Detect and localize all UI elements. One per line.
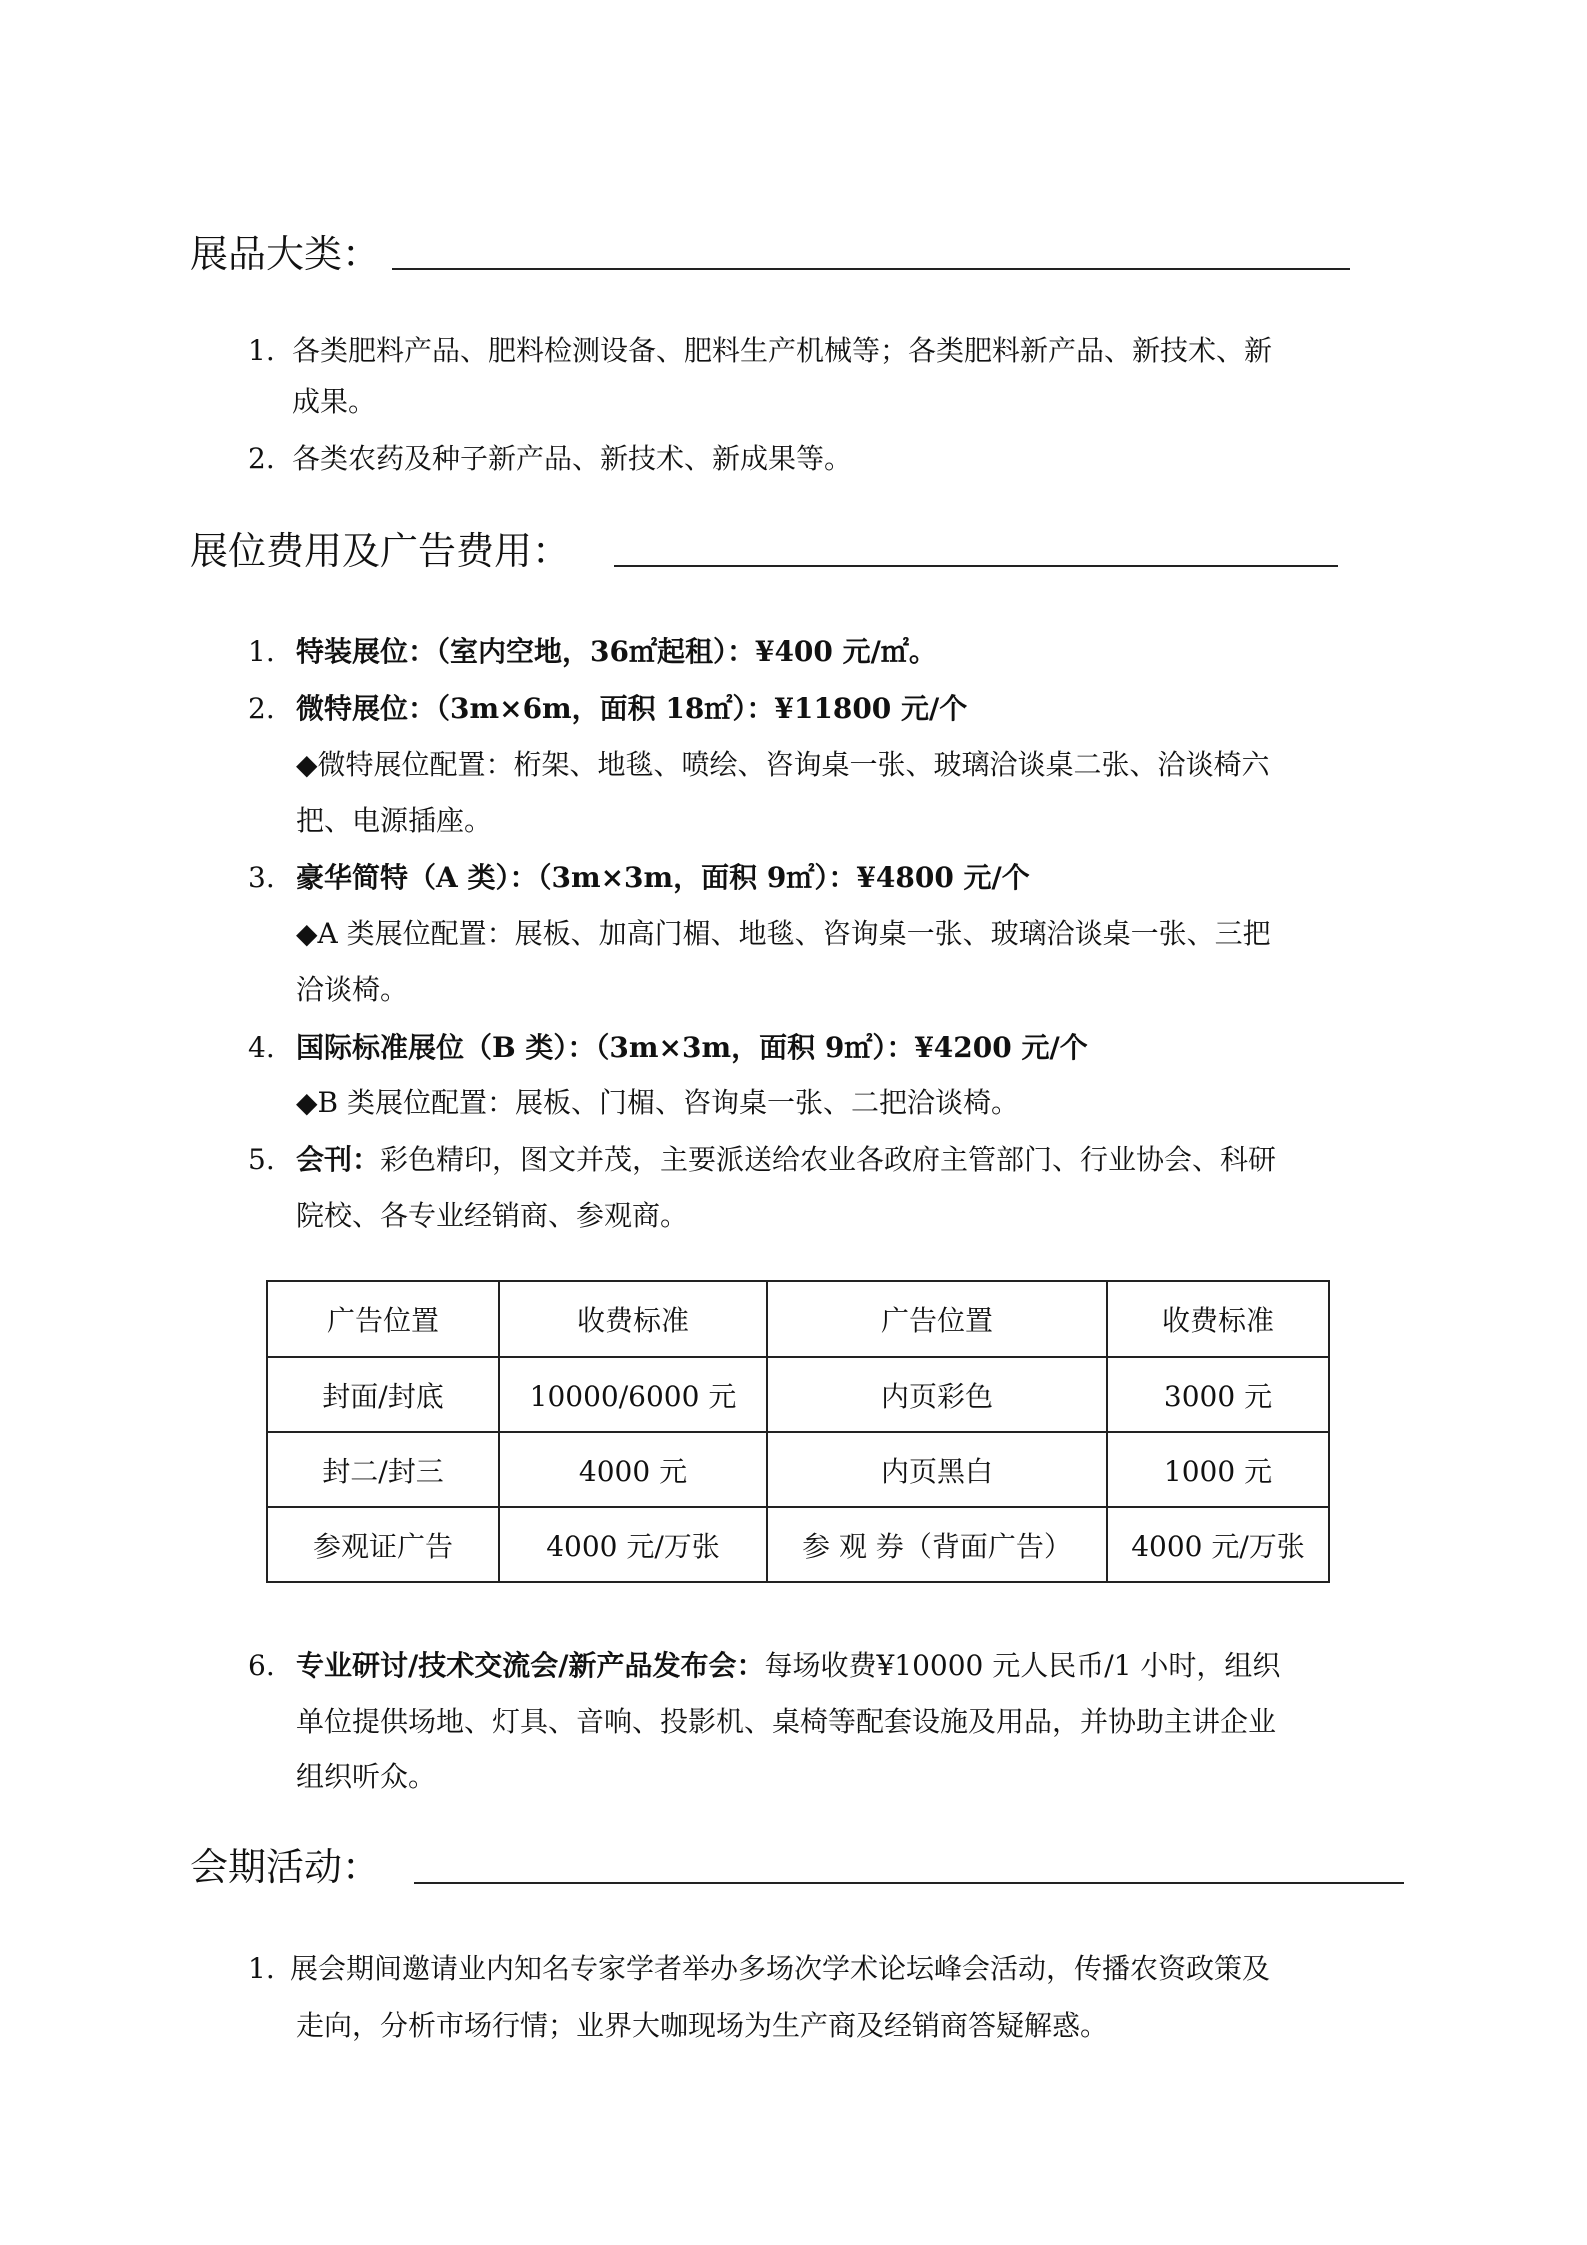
list-number: 6. (248, 1649, 275, 1682)
fee-luxury-booth: 豪华简特（A 类）：（3m×3m，面积 9㎡）：¥4800 元/个 (296, 861, 1030, 894)
table-row (267, 1281, 1329, 1357)
table-cell: 收费标准 (1107, 1281, 1329, 1357)
table-cell: 收费标准 (499, 1281, 767, 1357)
table-cell: 10000/6000 元 (499, 1357, 767, 1432)
seminar-text: 每场收费¥10000 元人民币/1 小时，组织 (764, 1649, 1281, 1682)
seminar-label: 专业研讨/技术交流会/新产品发布会： (296, 1649, 765, 1682)
table-cell: 封面/封底 (267, 1357, 499, 1432)
config-text: ◆B 类展位配置：展板、门楣、咨询桌一张、二把洽谈椅。 (296, 1086, 1020, 1119)
config-text: 洽谈椅。 (296, 973, 409, 1006)
table-row (267, 1432, 1329, 1507)
list-item-text: 各类农药及种子新产品、新技术、新成果等。 (292, 442, 853, 475)
list-item-text: 展会期间邀请业内知名专家学者举办多场次学术论坛峰会活动，传播农资政策及 (290, 1952, 1271, 1985)
seminar-text-cont: 组织听众。 (296, 1760, 437, 1793)
heading-underline (614, 565, 1338, 567)
catalog-text: 彩色精印，图文并茂，主要派送给农业各政府主管部门、行业协会、科研 (380, 1143, 1277, 1176)
list-number: 1. (248, 1952, 275, 1985)
config-text: ◆A 类展位配置：展板、加高门楣、地毯、咨询桌一张、玻璃洽谈桌一张、三把 (296, 917, 1271, 950)
list-number: 4. (248, 1031, 275, 1064)
catalog-text-cont: 院校、各专业经销商、参观商。 (296, 1199, 689, 1232)
list-item-text: 各类肥料产品、肥料检测设备、肥料生产机械等；各类肥料新产品、新技术、新 (292, 334, 1273, 367)
table-cell: 广告位置 (267, 1281, 499, 1357)
table-cell: 参观证广告 (267, 1507, 499, 1582)
section-heading-exhibits: 展品大类： (190, 232, 381, 276)
table-cell: 4000 元 (499, 1432, 767, 1507)
heading-underline (392, 268, 1350, 270)
table-row (267, 1357, 1329, 1432)
list-number: 3. (248, 861, 275, 894)
table-cell: 封二/封三 (267, 1432, 499, 1507)
section-heading-activities: 会期活动： (190, 1845, 381, 1889)
heading-underline (414, 1882, 1404, 1884)
list-number: 2. (248, 442, 275, 475)
list-item-text: 走向，分析市场行情；业界大咖现场为生产商及经销商答疑解惑。 (296, 2009, 1109, 2042)
seminar-text-cont: 单位提供场地、灯具、音响、投影机、桌椅等配套设施及用品，并协助主讲企业 (296, 1705, 1277, 1738)
table-row (267, 1507, 1329, 1582)
table-cell: 1000 元 (1107, 1432, 1329, 1507)
list-number: 1. (248, 635, 275, 668)
config-text: 把、电源插座。 (296, 804, 493, 837)
list-number: 2. (248, 692, 275, 725)
table-cell: 4000 元/万张 (1107, 1507, 1329, 1582)
table-cell: 广告位置 (767, 1281, 1107, 1357)
list-number: 5. (248, 1143, 275, 1176)
table-cell: 参 观 券（背面广告） (767, 1507, 1107, 1582)
fee-special-booth: 特装展位：（室内空地，36㎡起租）：¥400 元/㎡。 (296, 635, 937, 668)
fee-standard-booth: 国际标准展位（B 类）：（3m×3m，面积 9㎡）：¥4200 元/个 (296, 1031, 1088, 1064)
table-cell: 内页黑白 (767, 1432, 1107, 1507)
section-heading-fees: 展位费用及广告费用： (190, 529, 571, 573)
table-cell: 3000 元 (1107, 1357, 1329, 1432)
config-text: ◆微特展位配置：桁架、地毯、喷绘、咨询桌一张、玻璃洽谈桌二张、洽谈椅六 (296, 748, 1270, 781)
catalog-label: 会刊： (296, 1143, 381, 1176)
list-item-text: 成果。 (292, 385, 377, 418)
ad-price-table (266, 1280, 1330, 1583)
list-number: 1. (248, 334, 275, 367)
table-cell: 4000 元/万张 (499, 1507, 767, 1582)
table-cell: 内页彩色 (767, 1357, 1107, 1432)
fee-micro-booth: 微特展位：（3m×6m，面积 18㎡）：¥11800 元/个 (296, 692, 968, 725)
